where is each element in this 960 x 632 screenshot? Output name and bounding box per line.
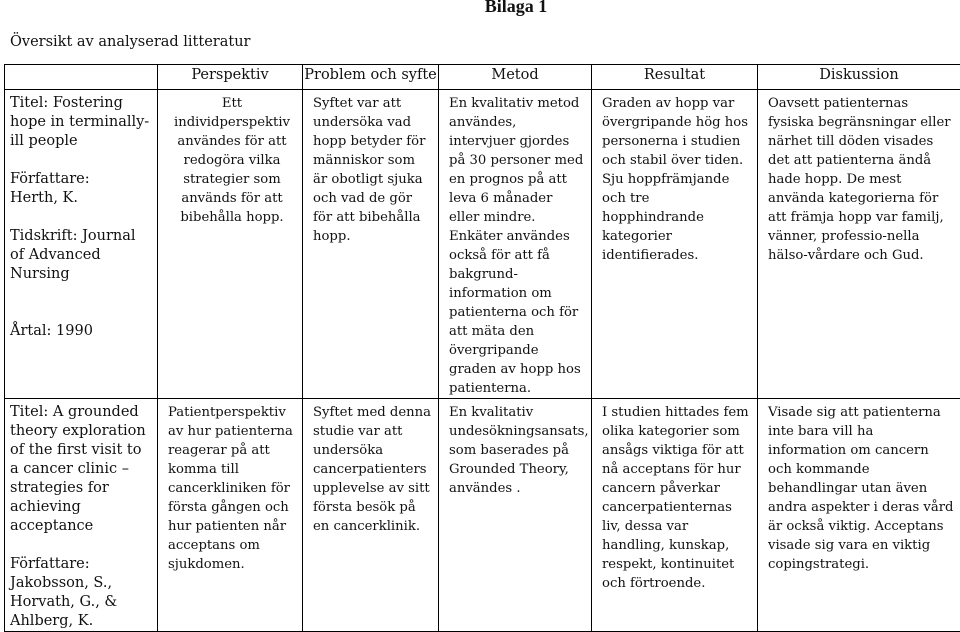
author-value: Jakobsson, S., Horvath, G., & Ahlberg, K. xyxy=(10,574,153,631)
header-diskussion: Diskussion xyxy=(758,65,960,90)
syfte-cell: Syftet var att undersöka vad hopp betyder för människor som är obotligt sjuka och vad de gör för att bibehålla hopp. xyxy=(303,90,439,399)
header-resultat: Resultat xyxy=(592,65,758,90)
header-problem-syfte: Problem och syfte xyxy=(303,65,439,90)
diskussion-cell: Visade sig att patienterna inte bara vill ha information om cancern och kommande behandlingar utan även andra aspekter i deras vård är också viktig. Acceptans visade sig vara en viktig copingstrategi. xyxy=(758,399,960,632)
title-label: Titel: xyxy=(10,95,48,111)
year-value: 1990 xyxy=(56,323,93,339)
journal xyxy=(10,228,136,282)
title-value: A grounded theory exploration of the first visit to a cancer clinic – strategies for achieving acceptance xyxy=(10,404,146,534)
resultat-cell: Graden av hopp var övergripande hög hos personerna i studien och stabil över tiden. Sju hoppfrämjande och tre hopphindrande kategorier identifierades. xyxy=(592,90,758,399)
metod-cell: En kvalitativ undesökningsansats, som baserades på Grounded Theory, användes . xyxy=(439,399,592,632)
table-row xyxy=(5,90,960,399)
author-label: Författare: xyxy=(10,555,153,574)
diskussion-cell: Oavsett patienternas fysiska begränsningar eller närhet till döden visades det att patienterna ändå hade hopp. De mest använda kategorierna för att främja hopp var familj, vänner, professio-nella hälso-vårdare och Gud. xyxy=(758,90,960,399)
page-subtitle: Översikt av analyserad litteratur xyxy=(10,34,250,50)
year-label: Årtal: xyxy=(10,323,51,339)
article-info-cell xyxy=(5,90,158,399)
perspektiv-cell: Ett individperspektiv användes för att redogöra vilka strategier som används för att bibehålla hopp. xyxy=(158,90,303,399)
metod-cell: En kvalitativ metod användes, intervjuer gjordes på 30 personer med en prognos på att leva 6 månader eller mindre. Enkäter användes också för att få bakgrund-information om patienterna och för att mäta den övergripande graden av hopp hos patienterna. xyxy=(439,90,592,399)
title-value: Fostering hope in terminally-ill people xyxy=(10,95,149,149)
journal-label: Tidskrift: xyxy=(10,228,77,244)
article-title xyxy=(10,404,146,534)
literature-table xyxy=(4,64,960,632)
title-label: Titel: xyxy=(10,404,48,420)
syfte-cell: Syftet med denna studie var att undersöka cancerpatienters upplevelse av sitt första besök på en cancerklinik. xyxy=(303,399,439,632)
journal-value: Journal of Advanced Nursing xyxy=(10,228,136,282)
article-title xyxy=(10,95,149,149)
header-metod: Metod xyxy=(439,65,592,90)
article-info-cell xyxy=(5,399,158,632)
header-cell-empty xyxy=(5,65,158,90)
author-value: Herth, K. xyxy=(10,189,153,208)
header-perspektiv: Perspektiv xyxy=(158,65,303,90)
author-label: Författare: xyxy=(10,170,153,189)
resultat-cell: I studien hittades fem olika kategorier som ansågs viktiga för att nå acceptans för hur cancern påverkar cancerpatienternas liv, dessa var handling, kunskap, respekt, kontinuitet och förtroende. xyxy=(592,399,758,632)
perspektiv-cell: Patientperspektiv av hur patienterna reagerar på att komma till cancerkliniken för första gången och hur patienten når acceptans om sjukdomen. xyxy=(158,399,303,632)
table-row xyxy=(5,399,960,632)
table-header-row xyxy=(5,65,960,90)
year xyxy=(10,323,93,339)
appendix-title: Bilaga 1 xyxy=(0,0,960,17)
